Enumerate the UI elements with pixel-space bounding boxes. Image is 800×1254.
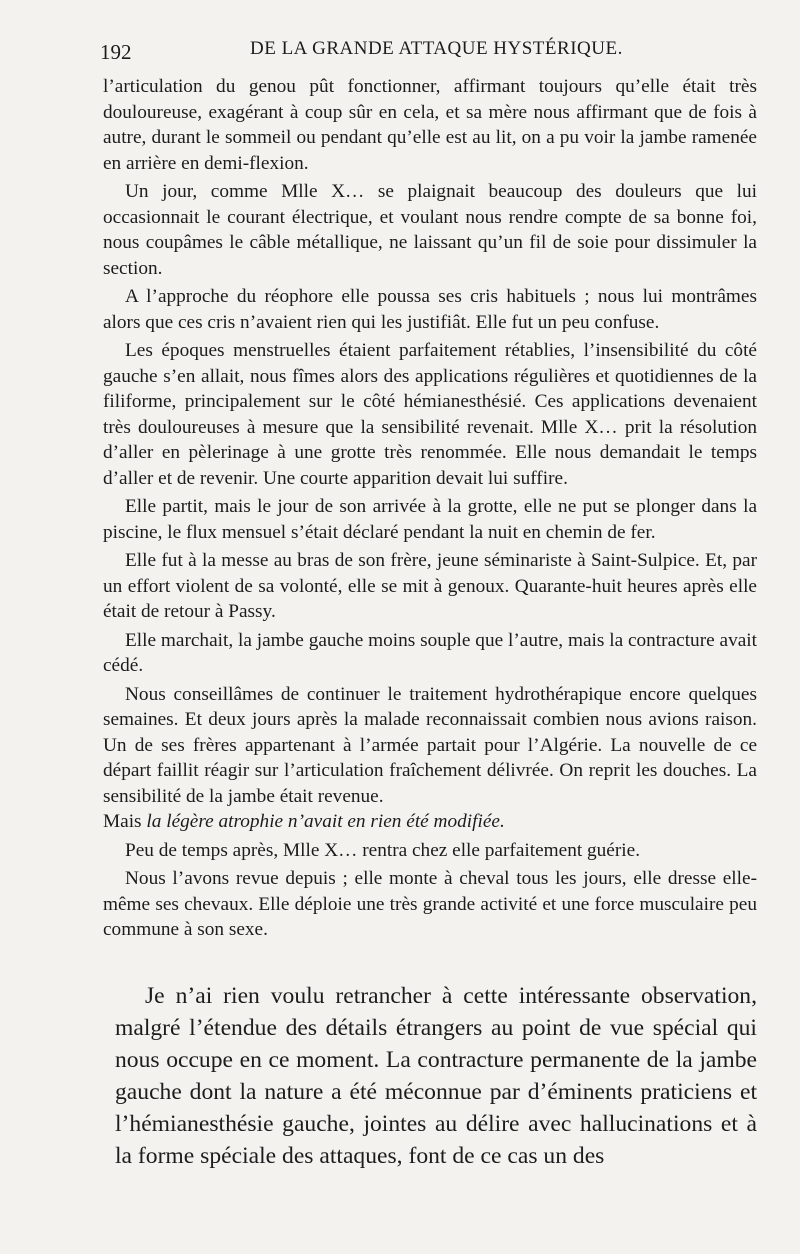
paragraph: Un jour, comme Mlle X… se plaignait beaucoup des douleurs que lui occasionnait le courant électrique, et voulant nous rendre compte de sa bonne foi, nous coupâmes le câble métallique, ne laissant qu’un fil de soie pour dissimuler la section. <box>103 181 757 279</box>
commentary-paragraph: Je n’ai rien voulu retrancher à cette intéressante observation, malgré l’étendue des détails étrangers au point de vue spécial qui nous occupe en ce moment. La contracture permanente de la jambe gauche dont la nature a été méconnue par d’éminents praticiens et l’hémianesthésie gauche, jointes au délire avec hallucinations et à la forme spéciale des attaques, font de ce cas un des <box>115 982 757 1169</box>
page-number: 192 <box>100 40 132 64</box>
main-text <box>103 74 757 1175</box>
paragraph: Nous l’avons revue depuis ; elle monte à cheval tous les jours, elle dresse elle-même ses chevaux. Elle déploie une très grande activité et une force musculaire peu commune à son sexe. <box>103 868 757 940</box>
running-title: DE LA GRANDE ATTAQUE HYSTÉRIQUE. <box>250 38 623 59</box>
paragraph: A l’approche du réophore elle poussa ses cris habituels ; nous lui montrâmes alors que ces cris n’avaient rien qui les justifiât. Elle fut un peu confuse. <box>103 286 757 333</box>
paragraph: Elle partit, mais le jour de son arrivée à la grotte, elle ne put se plonger dans la piscine, le flux mensuel s’était déclaré pendant la nuit en chemin de fer. <box>103 496 757 543</box>
italic-emphasis: la légère atrophie n’avait en rien été modifiée. <box>146 811 505 832</box>
page-header <box>100 36 760 66</box>
paragraph: l’articulation du genou pût fonctionner, affirmant toujours qu’elle était très douloureuse, exagérant à coup sûr en cela, et sa mère nous affirmant que de fois à autre, durant le sommeil ou pendant qu’elle est au lit, on a pu voir la jambe ramenée en arrière en demi-flexion. <box>103 76 757 174</box>
paragraph: Elle fut à la messe au bras de son frère, jeune séminariste à Saint-Sulpice. Et, par un effort violent de sa volonté, elle se mit à genoux. Quarante-huit heures après elle était de retour à Passy. <box>103 550 757 622</box>
paragraph: Peu de temps après, Mlle X… rentra chez elle parfaitement guérie. <box>125 839 641 861</box>
paragraph: Les époques menstruelles étaient parfaitement rétablies, l’insensibilité du côté gauche s’en allait, nous fîmes alors des applications régulières et quotidiennes de la filiforme, principalement sur le côté hémianesthésié. Ces applications devenaient très douloureuses à mesure que la sensibilité revenait. Mlle X… prit la résolution d’aller en pèlerinage à une grotte très renommée. Elle nous demandait le temps d’aller et de revenir. Une courte apparition devait lui suffire. <box>103 340 757 489</box>
paragraph-conclusion <box>103 809 757 835</box>
section-spacer <box>103 946 757 980</box>
paragraph: Nous conseillâmes de continuer le traitement hydrothérapique encore quelques semaines. Et deux jours après la malade reconnaissait combien nous avions raison. Un de ses frères appartenant à l’armée partait pour l’Algérie. La nouvelle de ce départ faillit réagir sur l’articulation fraîchement délivrée. On reprit les douches. La sensibilité de la jambe était revenue. <box>103 683 757 807</box>
commentary-section <box>103 980 757 1172</box>
conclusion-prefix: Mais <box>103 811 147 832</box>
paragraph: Elle marchait, la jambe gauche moins souple que l’autre, mais la contracture avait cédé. <box>103 629 757 676</box>
